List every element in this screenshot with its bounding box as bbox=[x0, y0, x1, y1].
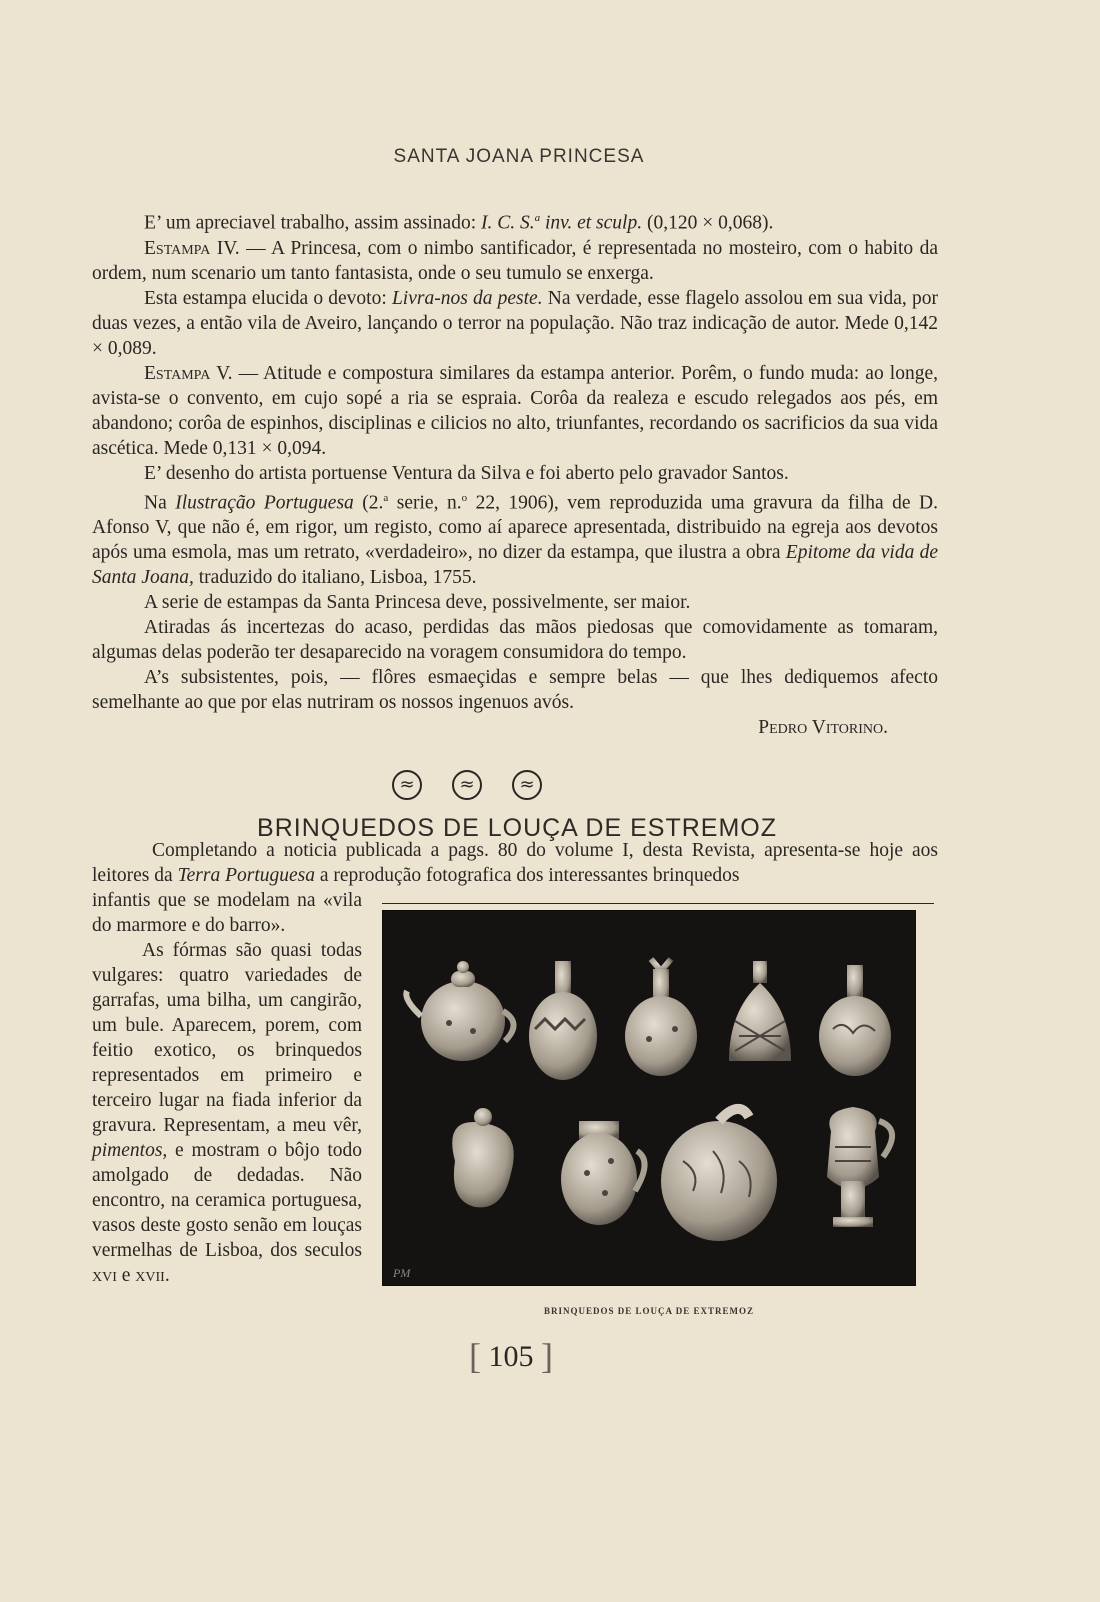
text-run: traduzido do italiano, Lisboa, 1755. bbox=[193, 567, 477, 588]
text-run: Na verdade, esse flagelo assolou em sua vida, por duas vezes, a então vila de Aveiro, lançando o terror na população. Não traz indicação de autor. Mede 0,142 × 0,089. bbox=[92, 287, 938, 359]
paragraph bbox=[92, 361, 938, 461]
ornament-icon: ≈ bbox=[512, 770, 542, 800]
century-numeral: xvi bbox=[92, 1265, 117, 1286]
text-italic: I. C. S. bbox=[480, 212, 535, 234]
running-title: SANTA JOANA PRINCESA bbox=[393, 146, 645, 167]
text-run: a reprodução fotografica dos interessantes brinquedos bbox=[315, 865, 740, 886]
text-run: E’ um apreciavel trabalho, assim assinado: bbox=[144, 212, 481, 234]
paragraph: A’s subsistentes, pois, — flôres esmaeçidas e sempre belas — que lhes dediquemos afecto semelhante ao que por elas nutriram os nossos ingenuos avós. bbox=[92, 667, 938, 713]
article2-column bbox=[92, 888, 362, 1288]
text-run: e bbox=[116, 1265, 136, 1286]
text-italic: inv. et sculp. bbox=[540, 212, 643, 234]
article-body bbox=[92, 206, 938, 740]
text-run: V. — Atitude e compostura similares da estampa anterior. Porêm, o fundo muda: ao longe, avista-se o convento, em cujo sopé a ria se espraia. Corôa da realeza e escudo relegados aos pés, em abandono; corôa de espinhos, disciplinas e cilicios no alto, triunfantes, recordando os sacrificios da sua vida ascética. Mede 0,131 × 0,094. bbox=[92, 362, 938, 459]
plate-label: Estampa bbox=[144, 237, 211, 259]
superscript: a bbox=[383, 491, 389, 504]
text-italic: Epitome da vida de Santa Joana, bbox=[92, 542, 938, 588]
section-title: BRINQUEDOS DE LOUÇA DE ESTREMOZ bbox=[257, 814, 777, 842]
paragraph bbox=[92, 938, 362, 1288]
article2-intro bbox=[92, 838, 938, 888]
paragraph bbox=[92, 486, 938, 591]
bracket-left: [ bbox=[469, 1336, 481, 1376]
text-run: 22, 1906), vem reproduzida uma gravura da filha de D. Afonso V, que não é, em rigor, um registo, como aí aparece apresentada, distribuido na egreja aos devotos após uma esmola, mas um retrato, «verdadeiro», no dizer da estampa, que ilustra a obra bbox=[92, 492, 938, 563]
text-run: (2. bbox=[353, 492, 384, 513]
photo-monogram: PM bbox=[393, 1266, 411, 1280]
paragraph: A serie de estampas da Santa Princesa deve, possivelmente, ser maior. bbox=[144, 592, 691, 613]
pottery-photo bbox=[382, 910, 916, 1286]
text-run: Na bbox=[144, 492, 176, 513]
century-numeral: xvii bbox=[135, 1265, 165, 1286]
text-run: (0,120 × 0,068). bbox=[642, 212, 774, 234]
paragraph bbox=[92, 838, 938, 888]
paragraph bbox=[92, 206, 938, 236]
text-run: Completando a noticia publicada a pags. 80 do volume I, desta Revista, apresenta-se hoje aos leitores da bbox=[92, 840, 938, 886]
text-run: . bbox=[164, 1265, 170, 1286]
text-italic: Ilustração Portuguesa bbox=[175, 492, 354, 513]
ornament-icon: ≈ bbox=[392, 770, 422, 800]
plate-label: Estampa bbox=[144, 362, 211, 384]
superscript: a bbox=[534, 212, 541, 224]
text-italic: Terra Portuguesa bbox=[177, 865, 315, 886]
text-run: IV. — A Princesa, com o nimbo santificador, é representada no mosteiro, com o habito da ordem, num scenario um tanto fantasista, onde o seu tumulo se enxerga. bbox=[92, 237, 938, 284]
text-run: e mostram o bôjo todo amolgado de dedadas. Não encontro, na ceramica portuguesa, vasos deste gosto senão em louças vermelhas de Lisboa, dos seculos bbox=[92, 1140, 362, 1261]
text-run: As fórmas são quasi todas vulgares: quatro variedades de garrafas, uma bilha, um cangirão, um bule. Aparecem, porem, com feitio exotico, os brinquedos representados em primeiro e terceiro lugar na fiada inferior da gravura. Representam, a meu vêr, bbox=[92, 940, 362, 1136]
page-number-value: 105 bbox=[488, 1340, 534, 1373]
paragraph: E’ desenho do artista portuense Ventura da Silva e foi aberto pelo gravador Santos. bbox=[144, 462, 789, 484]
text-run: Esta estampa elucida o devoto: bbox=[144, 287, 392, 309]
author-signature: Pedro Vitorino. bbox=[758, 717, 888, 738]
paragraph: Atiradas ás incertezas do acaso, perdidas das mãos piedosas que comovidamente as tomaram, algumas delas poderão ter desaparecido na voragem consumidora do tempo. bbox=[92, 617, 938, 663]
paragraph bbox=[92, 286, 938, 361]
text-italic: pimentos, bbox=[92, 1140, 168, 1161]
section-ornaments bbox=[392, 770, 542, 800]
text-run: serie, n. bbox=[388, 492, 462, 513]
text-italic: Livra-nos da peste. bbox=[391, 287, 543, 309]
paragraph: infantis que se modelam na «vila do marmore e do barro». bbox=[92, 890, 362, 936]
paragraph bbox=[92, 236, 938, 286]
bracket-right: ] bbox=[541, 1336, 553, 1376]
superscript: o bbox=[461, 491, 468, 504]
ornament-icon: ≈ bbox=[452, 770, 482, 800]
pottery-illustration bbox=[383, 911, 916, 1286]
photo-caption: BRINQUEDOS DE LOUÇA DE EXTREMOZ bbox=[543, 1306, 755, 1316]
photo-plate bbox=[382, 903, 934, 1285]
page-number bbox=[0, 1335, 1022, 1377]
